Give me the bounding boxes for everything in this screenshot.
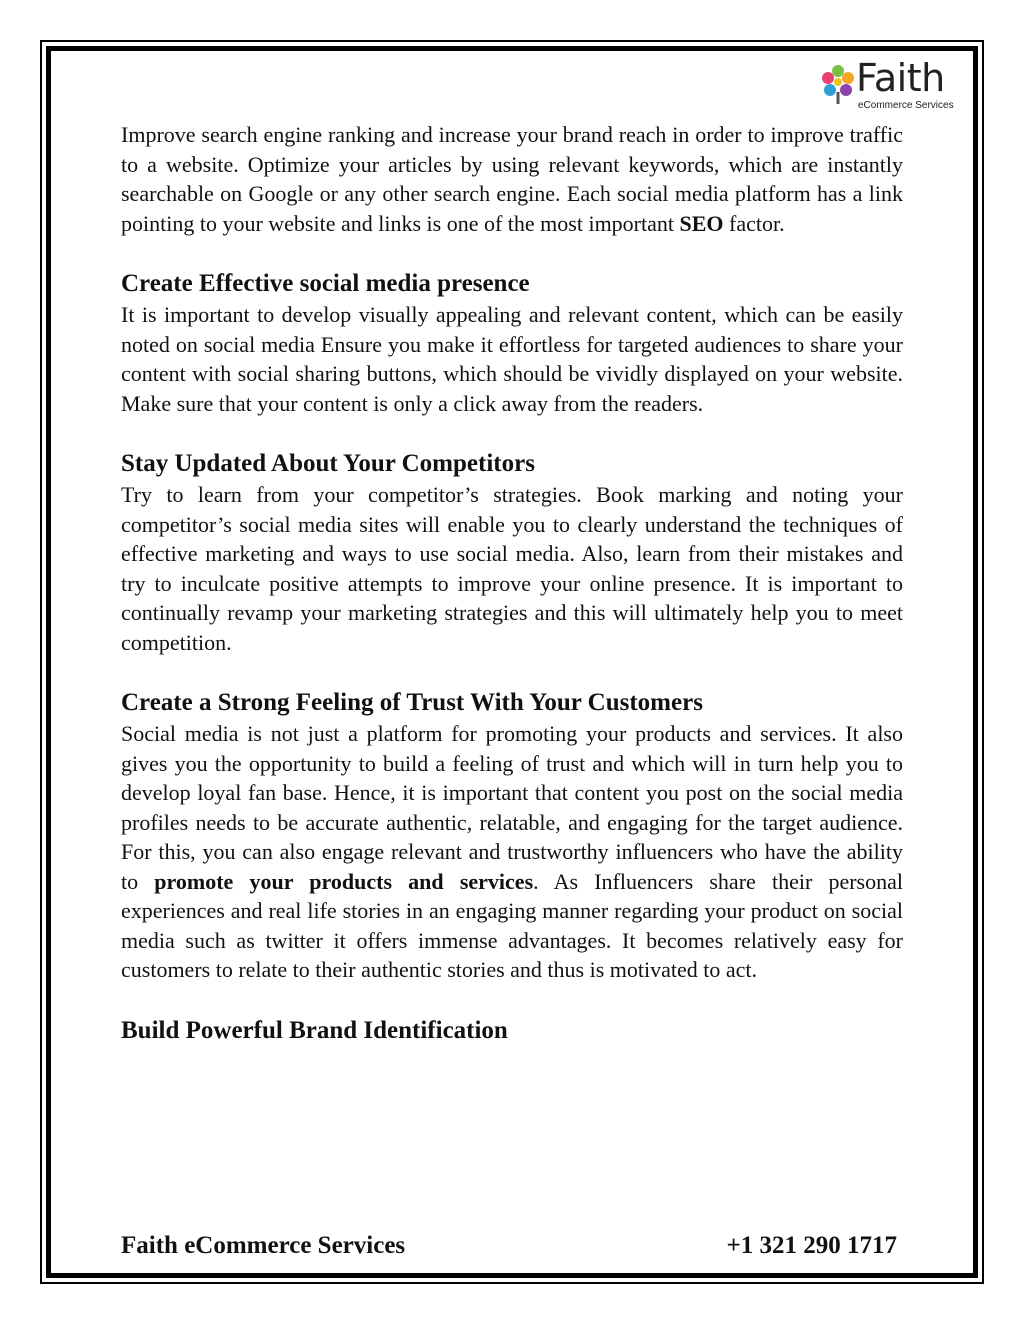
heading-competitors: Stay Updated About Your Competitors [121, 450, 535, 477]
footer-company: Faith eCommerce Services [121, 1232, 406, 1259]
heading-brand: Build Powerful Brand Identification [121, 1016, 508, 1044]
document-body [121, 120, 903, 1047]
logo-tagline: eCommerce Services [858, 100, 954, 111]
trust-bold-phrase: promote your products and services [154, 868, 534, 894]
faith-logo [820, 56, 965, 112]
trust-paragraph [121, 719, 903, 985]
spacer [121, 418, 903, 448]
trust-text-end: . As Influencers share their personal experiences and real life stories in an engaging manner regarding your product on social media such as twitter it offers immense advantages. It becomes relatively easy for customers to relate to their authentic stories and thus is motivated to act. [121, 868, 903, 982]
heading-presence: Create Effective social media presence [121, 270, 530, 297]
spacer [121, 238, 903, 268]
trust-text: Social media is not just a platform for promoting your products and services. It also gives you the opportunity to build a feeling of trust and which will in turn help you to develop loyal fan base. Hence, it is important that content you post on the social media profiles needs to be accurate authentic, relatable, and engaging for the target audience. For this, you can also engage relevant and trustworthy influencers who have the ability to [121, 721, 903, 894]
footer [121, 1232, 901, 1266]
intro-paragraph [121, 120, 903, 238]
heading-trust: Create a Strong Feeling of Trust With Your Customers [121, 689, 703, 716]
competitors-paragraph: Try to learn from your competitor’s strategies. Book marking and noting your competitor’s social media sites will enable you to clearly understand the techniques of effective marketing and ways to use social media. Also, learn from their mistakes and try to inculcate positive attempts to improve your online presence. It is important to continually revamp your marketing strategies and this will ultimately help you to meet competition. [121, 482, 903, 655]
footer-phone: +1 321 290 1717 [726, 1232, 897, 1259]
intro-bold-seo: SEO [679, 210, 724, 236]
flower-logo-icon [820, 62, 856, 106]
intro-text-end: factor. [723, 210, 785, 236]
logo-wordmark: Faith [856, 56, 945, 100]
spacer [121, 657, 903, 687]
spacer [121, 985, 903, 1015]
presence-paragraph: It is important to develop visually appealing and relevant content, which can be easily noted on social media Ensure you make it effortless for targeted audiences to share your content with social sharing buttons, which should be vividly displayed on your website. Make sure that your content is only a click away from the readers. [121, 302, 903, 416]
intro-text: Improve search engine ranking and increase your brand reach in order to improve traffic to a website. Optimize your articles by using relevant keywords, which are instantly searchable on Google or any other search engine. Each social media platform has a link pointing to your website and links is one of the most important [121, 122, 903, 236]
